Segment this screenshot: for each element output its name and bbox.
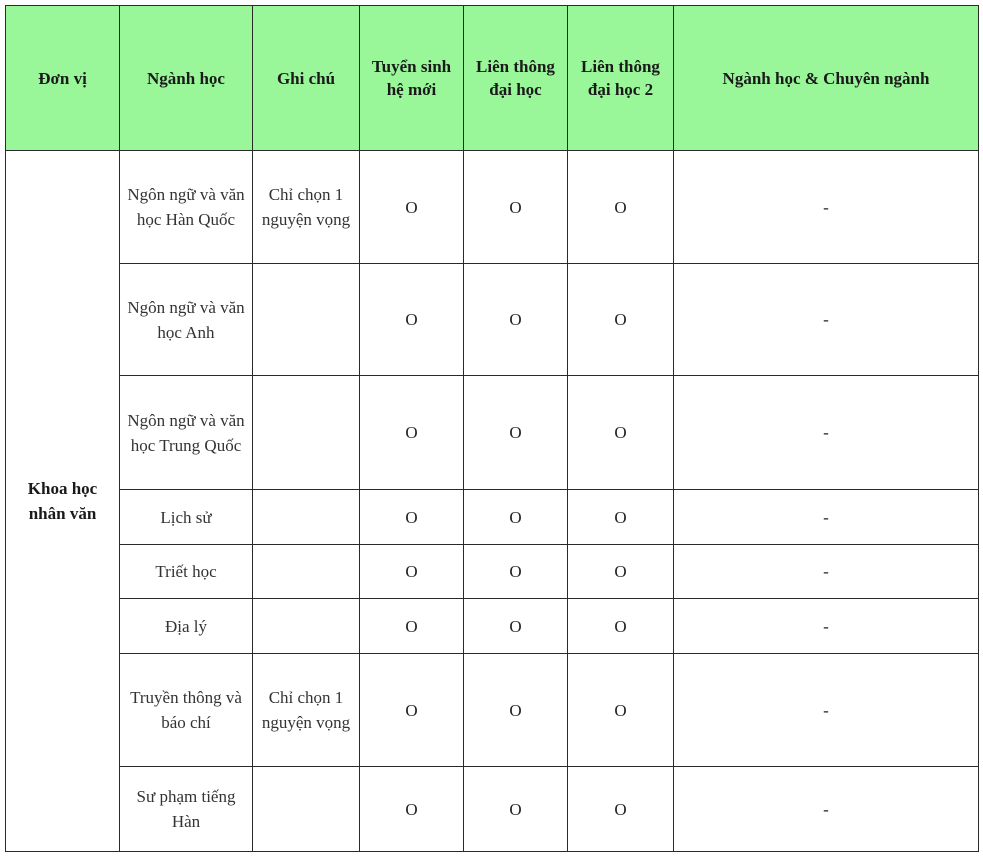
admission-table — [5, 5, 979, 852]
note-cell — [253, 490, 360, 545]
transfer-cell: O — [464, 545, 568, 599]
specialization-cell: - — [674, 376, 979, 490]
major-cell: Ngôn ngữ và văn học Anh — [120, 264, 253, 376]
new-admission-cell: O — [360, 767, 464, 852]
new-admission-cell: O — [360, 654, 464, 767]
table-row — [6, 490, 979, 545]
table-row — [6, 545, 979, 599]
new-admission-cell: O — [360, 151, 464, 264]
table-header — [6, 6, 979, 151]
transfer-2-cell: O — [568, 654, 674, 767]
transfer-2-cell: O — [568, 151, 674, 264]
specialization-cell: - — [674, 654, 979, 767]
transfer-cell: O — [464, 151, 568, 264]
transfer-cell: O — [464, 599, 568, 654]
note-cell — [253, 599, 360, 654]
table-row — [6, 767, 979, 852]
unit-cell: Khoa học nhân văn — [6, 151, 120, 852]
major-cell: Lịch sử — [120, 490, 253, 545]
specialization-cell: - — [674, 599, 979, 654]
table-row — [6, 654, 979, 767]
specialization-cell: - — [674, 151, 979, 264]
note-cell — [253, 767, 360, 852]
transfer-cell: O — [464, 376, 568, 490]
new-admission-cell: O — [360, 376, 464, 490]
transfer-cell: O — [464, 264, 568, 376]
note-cell — [253, 264, 360, 376]
major-cell: Ngôn ngữ và văn học Hàn Quốc — [120, 151, 253, 264]
transfer-2-cell: O — [568, 767, 674, 852]
header-unit: Đơn vị — [6, 6, 120, 151]
note-cell — [253, 376, 360, 490]
header-new-admission: Tuyển sinh hệ mới — [360, 6, 464, 151]
major-cell: Ngôn ngữ và văn học Trung Quốc — [120, 376, 253, 490]
table-row — [6, 376, 979, 490]
note-cell: Chỉ chọn 1 nguyện vọng — [253, 151, 360, 264]
note-cell: Chỉ chọn 1 nguyện vọng — [253, 654, 360, 767]
transfer-2-cell: O — [568, 264, 674, 376]
table-row — [6, 599, 979, 654]
major-cell: Sư phạm tiếng Hàn — [120, 767, 253, 852]
specialization-cell: - — [674, 545, 979, 599]
header-major: Ngành học — [120, 6, 253, 151]
header-transfer: Liên thông đại học — [464, 6, 568, 151]
header-specialization: Ngành học & Chuyên ngành — [674, 6, 979, 151]
new-admission-cell: O — [360, 545, 464, 599]
header-note: Ghi chú — [253, 6, 360, 151]
table-row — [6, 151, 979, 264]
header-row — [6, 6, 979, 151]
header-transfer-2: Liên thông đại học 2 — [568, 6, 674, 151]
transfer-cell: O — [464, 767, 568, 852]
transfer-2-cell: O — [568, 490, 674, 545]
transfer-2-cell: O — [568, 599, 674, 654]
specialization-cell: - — [674, 490, 979, 545]
new-admission-cell: O — [360, 264, 464, 376]
new-admission-cell: O — [360, 599, 464, 654]
transfer-cell: O — [464, 490, 568, 545]
new-admission-cell: O — [360, 490, 464, 545]
major-cell: Triết học — [120, 545, 253, 599]
major-cell: Truyền thông và báo chí — [120, 654, 253, 767]
transfer-2-cell: O — [568, 545, 674, 599]
transfer-cell: O — [464, 654, 568, 767]
specialization-cell: - — [674, 767, 979, 852]
specialization-cell: - — [674, 264, 979, 376]
major-cell: Địa lý — [120, 599, 253, 654]
transfer-2-cell: O — [568, 376, 674, 490]
note-cell — [253, 545, 360, 599]
table-body — [6, 151, 979, 852]
table-row — [6, 264, 979, 376]
